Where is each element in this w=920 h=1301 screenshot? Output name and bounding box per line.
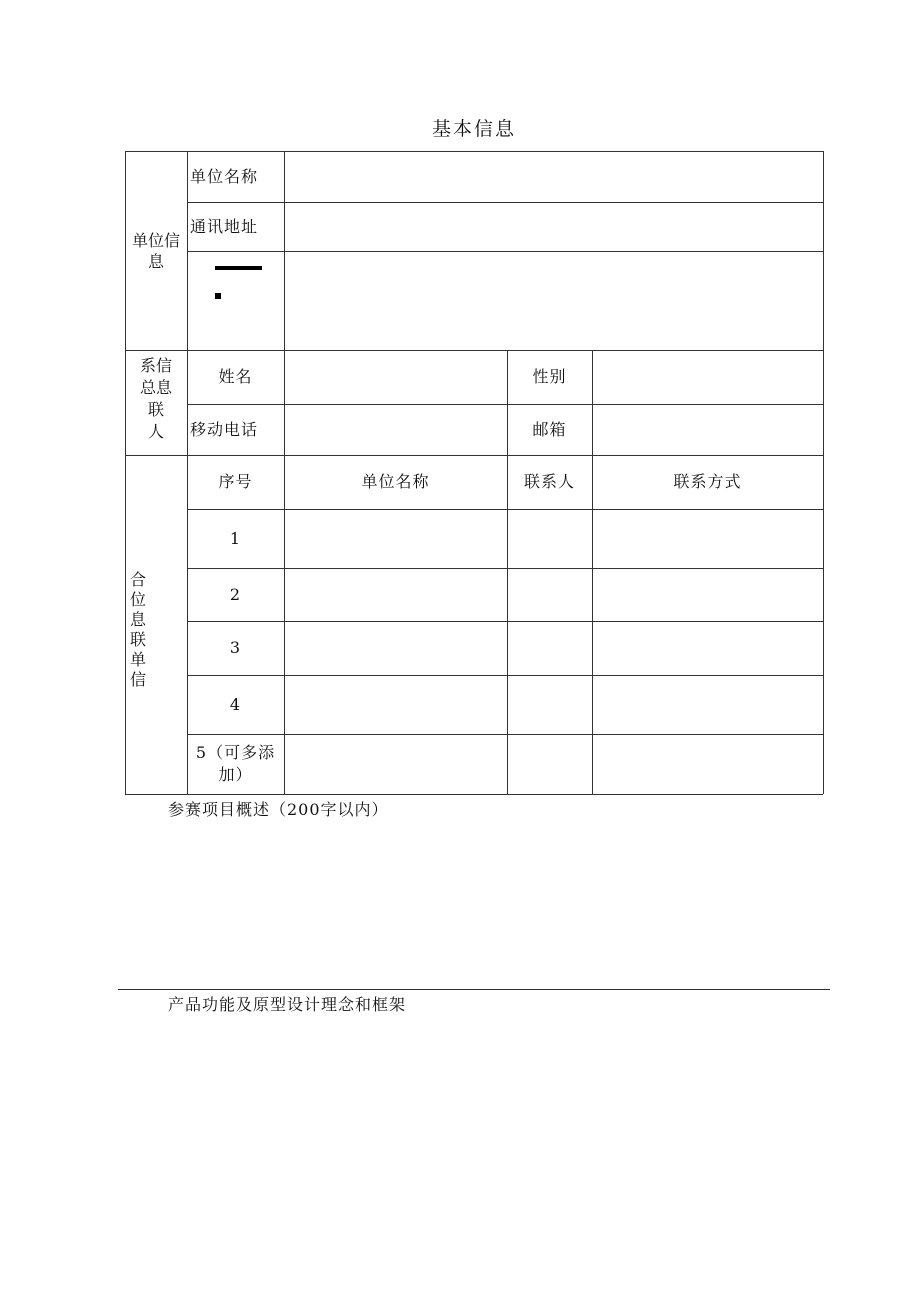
design-label: 产品功能及原型设计理念和框架: [168, 995, 407, 1014]
address-label: 通讯地址: [190, 216, 259, 236]
row-unit[interactable]: [285, 509, 507, 568]
email-label: 邮箱: [532, 419, 567, 439]
redaction-mark: [215, 266, 262, 270]
unit-name-label: 单位名称: [190, 166, 259, 186]
email-value[interactable]: [593, 404, 823, 455]
gender-value[interactable]: [593, 350, 823, 404]
gender-label: 性别: [532, 367, 567, 386]
row-method[interactable]: [593, 621, 823, 675]
partner-group-label: 合 位 息 联 单 信: [129, 570, 146, 689]
section-divider: [118, 989, 830, 990]
contact-name-label: 姓名: [218, 367, 253, 386]
row-contact[interactable]: [508, 509, 592, 568]
phone-value[interactable]: [285, 404, 507, 455]
contact-name-value[interactable]: [285, 350, 507, 404]
row-method[interactable]: [593, 734, 823, 794]
row-index: 2: [229, 584, 242, 604]
unit-name-value[interactable]: [285, 151, 823, 202]
row-contact[interactable]: [508, 734, 592, 794]
row-index: 5（可多添 加）: [195, 743, 276, 784]
third-field-value[interactable]: [285, 251, 823, 350]
row-contact[interactable]: [508, 675, 592, 734]
row-unit[interactable]: [285, 621, 507, 675]
unit-info-group-label: 单位信 息: [131, 231, 180, 271]
row-unit[interactable]: [285, 734, 507, 794]
design-content[interactable]: [168, 1020, 818, 1260]
row-index: 3: [229, 638, 242, 657]
header-contact: 联系人: [523, 472, 575, 491]
row-method[interactable]: [593, 509, 823, 568]
row-index: 4: [229, 694, 242, 714]
address-value[interactable]: [285, 202, 823, 251]
row-index: 1: [229, 528, 242, 548]
header-index: 序号: [218, 472, 253, 491]
row-contact[interactable]: [508, 568, 592, 621]
redaction-mark: [215, 293, 221, 299]
overview-content[interactable]: [168, 822, 818, 982]
row-method[interactable]: [593, 675, 823, 734]
row-unit[interactable]: [285, 568, 507, 621]
page-title: 基本信息: [431, 118, 516, 140]
row-unit[interactable]: [285, 675, 507, 734]
row-method[interactable]: [593, 568, 823, 621]
phone-label: 移动电话: [190, 419, 259, 439]
overview-label: 参赛项目概述（200字以内）: [168, 800, 389, 819]
contact-group-label: 系信 总息 联 人: [139, 356, 172, 441]
header-unit-name: 单位名称: [361, 472, 430, 491]
row-contact[interactable]: [508, 621, 592, 675]
header-contact-method: 联系方式: [673, 472, 742, 491]
